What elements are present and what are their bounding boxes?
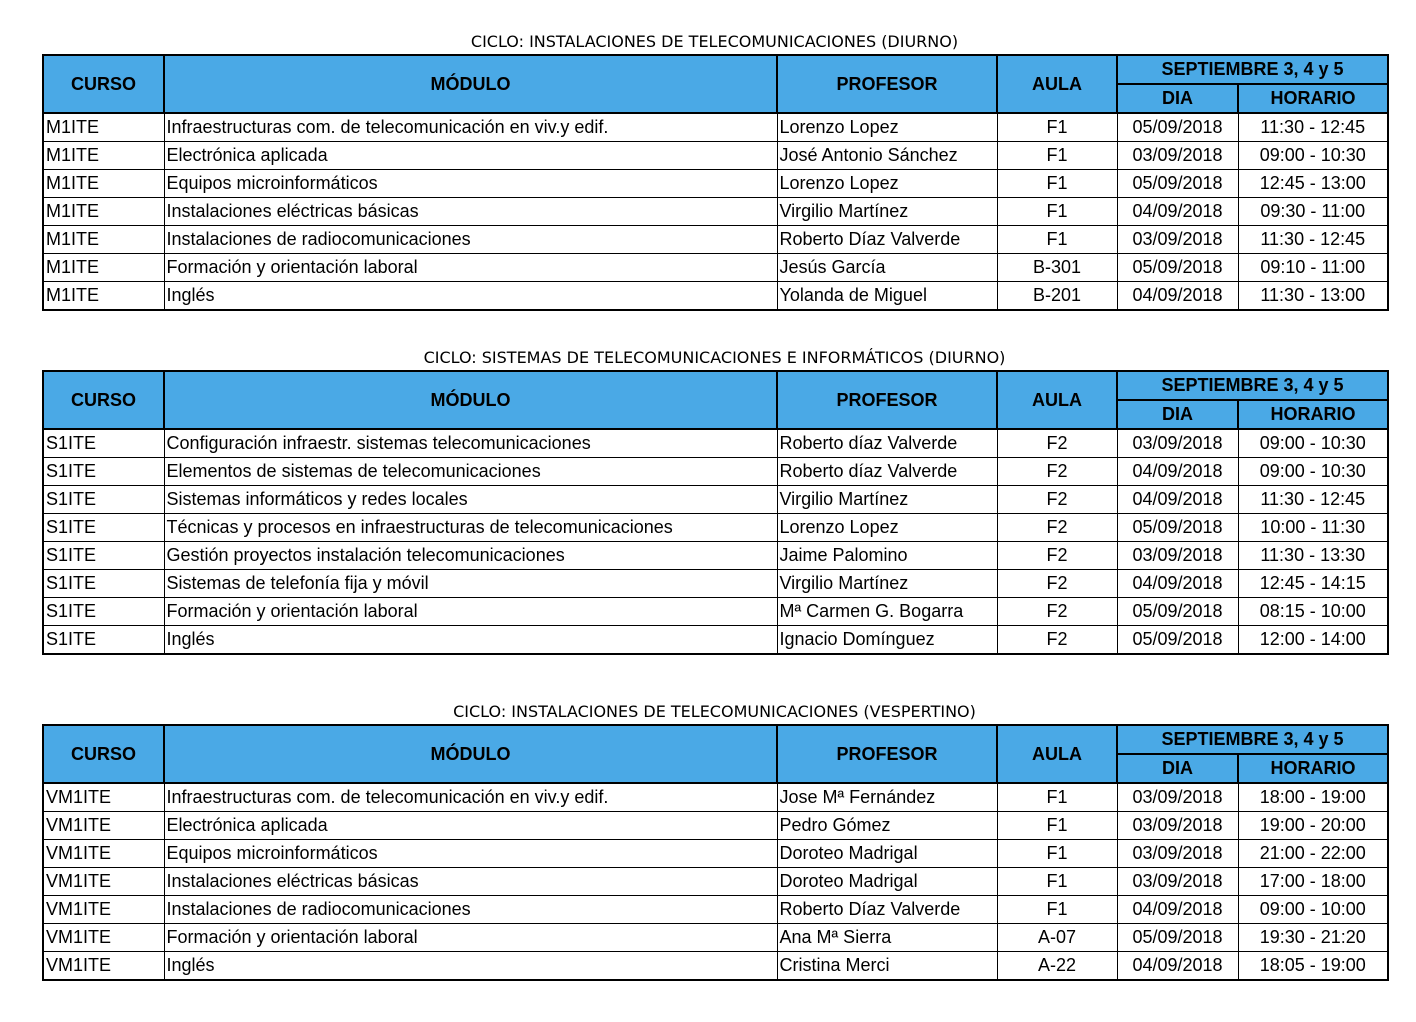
modulo-cell: Instalaciones eléctricas básicas xyxy=(164,868,777,896)
section-diurno-ite xyxy=(42,30,1387,311)
aula-cell: F1 xyxy=(997,170,1117,198)
header-dia: DIA xyxy=(1117,84,1238,113)
curso-cell: S1ITE xyxy=(43,514,164,542)
dia-cell: 04/09/2018 xyxy=(1117,952,1238,981)
curso-cell: S1ITE xyxy=(43,458,164,486)
table-row xyxy=(43,812,1388,840)
profesor-cell: Lorenzo Lopez xyxy=(777,170,997,198)
section-title: CICLO: SISTEMAS DE TELECOMUNICACIONES E INFORMÁTICOS (DIURNO) xyxy=(423,348,1006,367)
dia-cell: 05/09/2018 xyxy=(1117,170,1238,198)
horario-cell: 09:00 - 10:00 xyxy=(1238,896,1388,924)
modulo-cell: Elementos de sistemas de telecomunicaciones xyxy=(164,458,777,486)
aula-cell: B-201 xyxy=(997,282,1117,311)
profesor-cell: Pedro Gómez xyxy=(777,812,997,840)
header-curso: CURSO xyxy=(43,55,164,113)
aula-cell: F1 xyxy=(997,840,1117,868)
profesor-cell: Roberto Díaz Valverde xyxy=(777,226,997,254)
aula-cell: F2 xyxy=(997,570,1117,598)
curso-cell: VM1ITE xyxy=(43,896,164,924)
curso-cell: M1ITE xyxy=(43,226,164,254)
profesor-cell: José Antonio Sánchez xyxy=(777,142,997,170)
modulo-cell: Técnicas y procesos en infraestructuras de telecomunicaciones xyxy=(164,514,777,542)
horario-cell: 09:00 - 10:30 xyxy=(1238,458,1388,486)
dia-cell: 05/09/2018 xyxy=(1117,924,1238,952)
modulo-cell: Configuración infraestr. sistemas telecomunicaciones xyxy=(164,429,777,458)
section-vespertino-ite xyxy=(42,700,1387,981)
horario-cell: 17:00 - 18:00 xyxy=(1238,868,1388,896)
modulo-cell: Instalaciones de radiocomunicaciones xyxy=(164,896,777,924)
modulo-cell: Sistemas de telefonía fija y móvil xyxy=(164,570,777,598)
profesor-cell: Ignacio Domínguez xyxy=(777,626,997,655)
horario-cell: 12:45 - 14:15 xyxy=(1238,570,1388,598)
header-modulo: MÓDULO xyxy=(164,371,777,429)
dia-cell: 04/09/2018 xyxy=(1117,282,1238,311)
table-row xyxy=(43,254,1388,282)
header-horario: HORARIO xyxy=(1238,400,1388,429)
aula-cell: F1 xyxy=(997,868,1117,896)
dia-cell: 04/09/2018 xyxy=(1117,458,1238,486)
header-profesor: PROFESOR xyxy=(777,371,997,429)
curso-cell: S1ITE xyxy=(43,429,164,458)
dia-cell: 03/09/2018 xyxy=(1117,812,1238,840)
horario-cell: 10:00 - 11:30 xyxy=(1238,514,1388,542)
curso-cell: S1ITE xyxy=(43,542,164,570)
header-modulo: MÓDULO xyxy=(164,725,777,783)
curso-cell: VM1ITE xyxy=(43,952,164,981)
header-dia: DIA xyxy=(1117,400,1238,429)
aula-cell: F2 xyxy=(997,514,1117,542)
aula-cell: F1 xyxy=(997,198,1117,226)
table-row xyxy=(43,598,1388,626)
dia-cell: 04/09/2018 xyxy=(1117,896,1238,924)
modulo-cell: Inglés xyxy=(164,282,777,311)
modulo-cell: Formación y orientación laboral xyxy=(164,254,777,282)
profesor-cell: Ana Mª Sierra xyxy=(777,924,997,952)
curso-cell: M1ITE xyxy=(43,142,164,170)
curso-cell: M1ITE xyxy=(43,254,164,282)
table-row xyxy=(43,570,1388,598)
header-horario: HORARIO xyxy=(1238,754,1388,783)
profesor-cell: Yolanda de Miguel xyxy=(777,282,997,311)
modulo-cell: Infraestructuras com. de telecomunicación en viv.y edif. xyxy=(164,113,777,142)
modulo-cell: Sistemas informáticos y redes locales xyxy=(164,486,777,514)
table-row xyxy=(43,542,1388,570)
header-profesor: PROFESOR xyxy=(777,725,997,783)
dia-cell: 05/09/2018 xyxy=(1117,598,1238,626)
horario-cell: 09:00 - 10:30 xyxy=(1238,429,1388,458)
curso-cell: S1ITE xyxy=(43,626,164,655)
aula-cell: F2 xyxy=(997,626,1117,655)
aula-cell: A-22 xyxy=(997,952,1117,981)
aula-cell: F1 xyxy=(997,896,1117,924)
aula-cell: F1 xyxy=(997,142,1117,170)
aula-cell: A-07 xyxy=(997,924,1117,952)
modulo-cell: Electrónica aplicada xyxy=(164,142,777,170)
profesor-cell: Mª Carmen G. Bogarra xyxy=(777,598,997,626)
modulo-cell: Instalaciones eléctricas básicas xyxy=(164,198,777,226)
profesor-cell: Lorenzo Lopez xyxy=(777,113,997,142)
curso-cell: VM1ITE xyxy=(43,868,164,896)
modulo-cell: Formación y orientación laboral xyxy=(164,598,777,626)
dia-cell: 05/09/2018 xyxy=(1117,514,1238,542)
horario-cell: 09:10 - 11:00 xyxy=(1238,254,1388,282)
table-row xyxy=(43,113,1388,142)
table-row xyxy=(43,514,1388,542)
section-title: CICLO: INSTALACIONES DE TELECOMUNICACIONES (VESPERTINO) xyxy=(453,702,976,721)
aula-cell: F2 xyxy=(997,598,1117,626)
dia-cell: 03/09/2018 xyxy=(1117,429,1238,458)
schedule-table xyxy=(42,724,1389,981)
horario-cell: 09:30 - 11:00 xyxy=(1238,198,1388,226)
curso-cell: M1ITE xyxy=(43,198,164,226)
header-curso: CURSO xyxy=(43,371,164,429)
horario-cell: 11:30 - 12:45 xyxy=(1238,486,1388,514)
table-row xyxy=(43,868,1388,896)
horario-cell: 18:05 - 19:00 xyxy=(1238,952,1388,981)
dia-cell: 04/09/2018 xyxy=(1117,198,1238,226)
dia-cell: 03/09/2018 xyxy=(1117,142,1238,170)
aula-cell: F2 xyxy=(997,486,1117,514)
horario-cell: 21:00 - 22:00 xyxy=(1238,840,1388,868)
profesor-cell: Doroteo Madrigal xyxy=(777,868,997,896)
header-horario: HORARIO xyxy=(1238,84,1388,113)
header-fechas: SEPTIEMBRE 3, 4 y 5 xyxy=(1117,371,1388,400)
modulo-cell: Instalaciones de radiocomunicaciones xyxy=(164,226,777,254)
profesor-cell: Doroteo Madrigal xyxy=(777,840,997,868)
profesor-cell: Cristina Merci xyxy=(777,952,997,981)
curso-cell: M1ITE xyxy=(43,170,164,198)
profesor-cell: Virgilio Martínez xyxy=(777,486,997,514)
dia-cell: 04/09/2018 xyxy=(1117,570,1238,598)
header-profesor: PROFESOR xyxy=(777,55,997,113)
profesor-cell: Virgilio Martínez xyxy=(777,570,997,598)
dia-cell: 05/09/2018 xyxy=(1117,113,1238,142)
dia-cell: 05/09/2018 xyxy=(1117,254,1238,282)
header-modulo: MÓDULO xyxy=(164,55,777,113)
horario-cell: 18:00 - 19:00 xyxy=(1238,783,1388,812)
table-row xyxy=(43,142,1388,170)
section-title: CICLO: INSTALACIONES DE TELECOMUNICACIONES (DIURNO) xyxy=(470,32,959,51)
profesor-cell: Jaime Palomino xyxy=(777,542,997,570)
dia-cell: 03/09/2018 xyxy=(1117,868,1238,896)
horario-cell: 11:30 - 12:45 xyxy=(1238,113,1388,142)
modulo-cell: Inglés xyxy=(164,952,777,981)
table-row xyxy=(43,226,1388,254)
horario-cell: 11:30 - 12:45 xyxy=(1238,226,1388,254)
horario-cell: 11:30 - 13:00 xyxy=(1238,282,1388,311)
dia-cell: 03/09/2018 xyxy=(1117,840,1238,868)
aula-cell: F1 xyxy=(997,812,1117,840)
modulo-cell: Infraestructuras com. de telecomunicación en viv.y edif. xyxy=(164,783,777,812)
header-aula: AULA xyxy=(997,725,1117,783)
aula-cell: F2 xyxy=(997,542,1117,570)
dia-cell: 03/09/2018 xyxy=(1117,783,1238,812)
aula-cell: F1 xyxy=(997,783,1117,812)
modulo-cell: Equipos microinformáticos xyxy=(164,170,777,198)
table-row xyxy=(43,170,1388,198)
aula-cell: F1 xyxy=(997,226,1117,254)
curso-cell: S1ITE xyxy=(43,598,164,626)
schedule-table xyxy=(42,370,1389,655)
horario-cell: 08:15 - 10:00 xyxy=(1238,598,1388,626)
header-aula: AULA xyxy=(997,371,1117,429)
table-row xyxy=(43,626,1388,655)
curso-cell: S1ITE xyxy=(43,570,164,598)
modulo-cell: Formación y orientación laboral xyxy=(164,924,777,952)
horario-cell: 19:00 - 20:00 xyxy=(1238,812,1388,840)
dia-cell: 03/09/2018 xyxy=(1117,226,1238,254)
curso-cell: VM1ITE xyxy=(43,840,164,868)
profesor-cell: Roberto díaz Valverde xyxy=(777,458,997,486)
curso-cell: M1ITE xyxy=(43,282,164,311)
header-dia: DIA xyxy=(1117,754,1238,783)
aula-cell: B-301 xyxy=(997,254,1117,282)
dia-cell: 05/09/2018 xyxy=(1117,626,1238,655)
profesor-cell: Roberto Díaz Valverde xyxy=(777,896,997,924)
horario-cell: 12:00 - 14:00 xyxy=(1238,626,1388,655)
aula-cell: F2 xyxy=(997,458,1117,486)
profesor-cell: Jose Mª Fernández xyxy=(777,783,997,812)
table-row xyxy=(43,198,1388,226)
aula-cell: F1 xyxy=(997,113,1117,142)
dia-cell: 03/09/2018 xyxy=(1117,542,1238,570)
curso-cell: S1ITE xyxy=(43,486,164,514)
header-fechas: SEPTIEMBRE 3, 4 y 5 xyxy=(1117,725,1388,754)
modulo-cell: Electrónica aplicada xyxy=(164,812,777,840)
schedule-table xyxy=(42,54,1389,311)
profesor-cell: Lorenzo Lopez xyxy=(777,514,997,542)
profesor-cell: Jesús García xyxy=(777,254,997,282)
table-row xyxy=(43,783,1388,812)
modulo-cell: Gestión proyectos instalación telecomunicaciones xyxy=(164,542,777,570)
aula-cell: F2 xyxy=(997,429,1117,458)
table-row xyxy=(43,282,1388,311)
curso-cell: M1ITE xyxy=(43,113,164,142)
table-row xyxy=(43,840,1388,868)
table-row xyxy=(43,924,1388,952)
curso-cell: VM1ITE xyxy=(43,812,164,840)
table-row xyxy=(43,952,1388,981)
table-row xyxy=(43,429,1388,458)
header-fechas: SEPTIEMBRE 3, 4 y 5 xyxy=(1117,55,1388,84)
horario-cell: 19:30 - 21:20 xyxy=(1238,924,1388,952)
profesor-cell: Virgilio Martínez xyxy=(777,198,997,226)
table-row xyxy=(43,486,1388,514)
profesor-cell: Roberto díaz Valverde xyxy=(777,429,997,458)
table-row xyxy=(43,458,1388,486)
horario-cell: 09:00 - 10:30 xyxy=(1238,142,1388,170)
horario-cell: 11:30 - 13:30 xyxy=(1238,542,1388,570)
modulo-cell: Inglés xyxy=(164,626,777,655)
header-curso: CURSO xyxy=(43,725,164,783)
header-aula: AULA xyxy=(997,55,1117,113)
dia-cell: 04/09/2018 xyxy=(1117,486,1238,514)
table-row xyxy=(43,896,1388,924)
curso-cell: VM1ITE xyxy=(43,924,164,952)
curso-cell: VM1ITE xyxy=(43,783,164,812)
horario-cell: 12:45 - 13:00 xyxy=(1238,170,1388,198)
section-diurno-sti xyxy=(42,346,1387,655)
modulo-cell: Equipos microinformáticos xyxy=(164,840,777,868)
